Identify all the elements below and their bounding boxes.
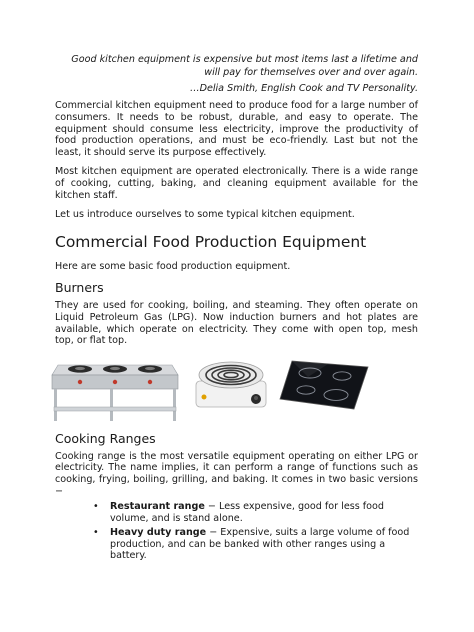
intro-paragraph-1: Commercial kitchen equipment need to produce food for a large number of consumers. It needs to be robust, durable, and easy to operate. The equipment should consume less electricity, improve the productivity of food production operations, and must be eco-friendly. Last but not the least, it should serve its purpose effectively. <box>55 100 418 158</box>
bullet: • <box>93 527 99 539</box>
gas-range-image <box>50 355 180 423</box>
list-item <box>55 527 418 562</box>
burners-heading: Burners <box>55 280 104 296</box>
epigraph-quote: Good kitchen equipment is expensive but most items last a lifetime and will pay for themselves over and over again. <box>71 54 418 79</box>
burners-paragraph: They are used for cooking, boiling, and steaming. They often operate on Liquid Petroleum Gas (LPG). Now induction burners and hot plates are available, which operate on electricity. They come with open top, mesh top, or flat top. <box>55 300 418 347</box>
induction-cooktop-image <box>278 359 370 411</box>
range-term: Restaurant range <box>110 501 205 513</box>
intro-paragraph-2: Most kitchen equipment are operated electronically. There is a wide range of cooking, cutting, baking, and cleaning equipment available for the kitchen staff. <box>55 166 418 201</box>
range-term: Heavy duty range <box>110 527 207 539</box>
section-heading: Commercial Food Production Equipment <box>55 232 367 251</box>
bullet: • <box>93 501 99 513</box>
list-item <box>55 501 418 524</box>
range-description: − Expensive, suits a large volume of food production, and can be banked with other ranges using a battery. <box>110 527 410 562</box>
cooking-ranges-heading: Cooking Ranges <box>55 430 156 446</box>
electric-hot-plate-image <box>190 355 272 417</box>
range-description: − Less expensive, good for less food volume, and is stand alone. <box>110 501 384 524</box>
equipment-images <box>50 355 418 425</box>
document-content <box>55 53 418 565</box>
intro-paragraph-3: Let us introduce ourselves to some typical kitchen equipment. <box>55 209 355 221</box>
cooking-ranges-paragraph: Cooking range is the most versatile equipment operating on either LPG or electricity. The name implies, it can perform a range of functions such as cooking, frying, boiling, grilling, and baking. It comes in two basic versions − <box>55 450 418 497</box>
epigraph-attribution: …Delia Smith, English Cook and TV Personality. <box>189 83 418 95</box>
section-lead: Here are some basic food production equipment. <box>55 260 291 272</box>
range-versions-list <box>55 501 418 562</box>
